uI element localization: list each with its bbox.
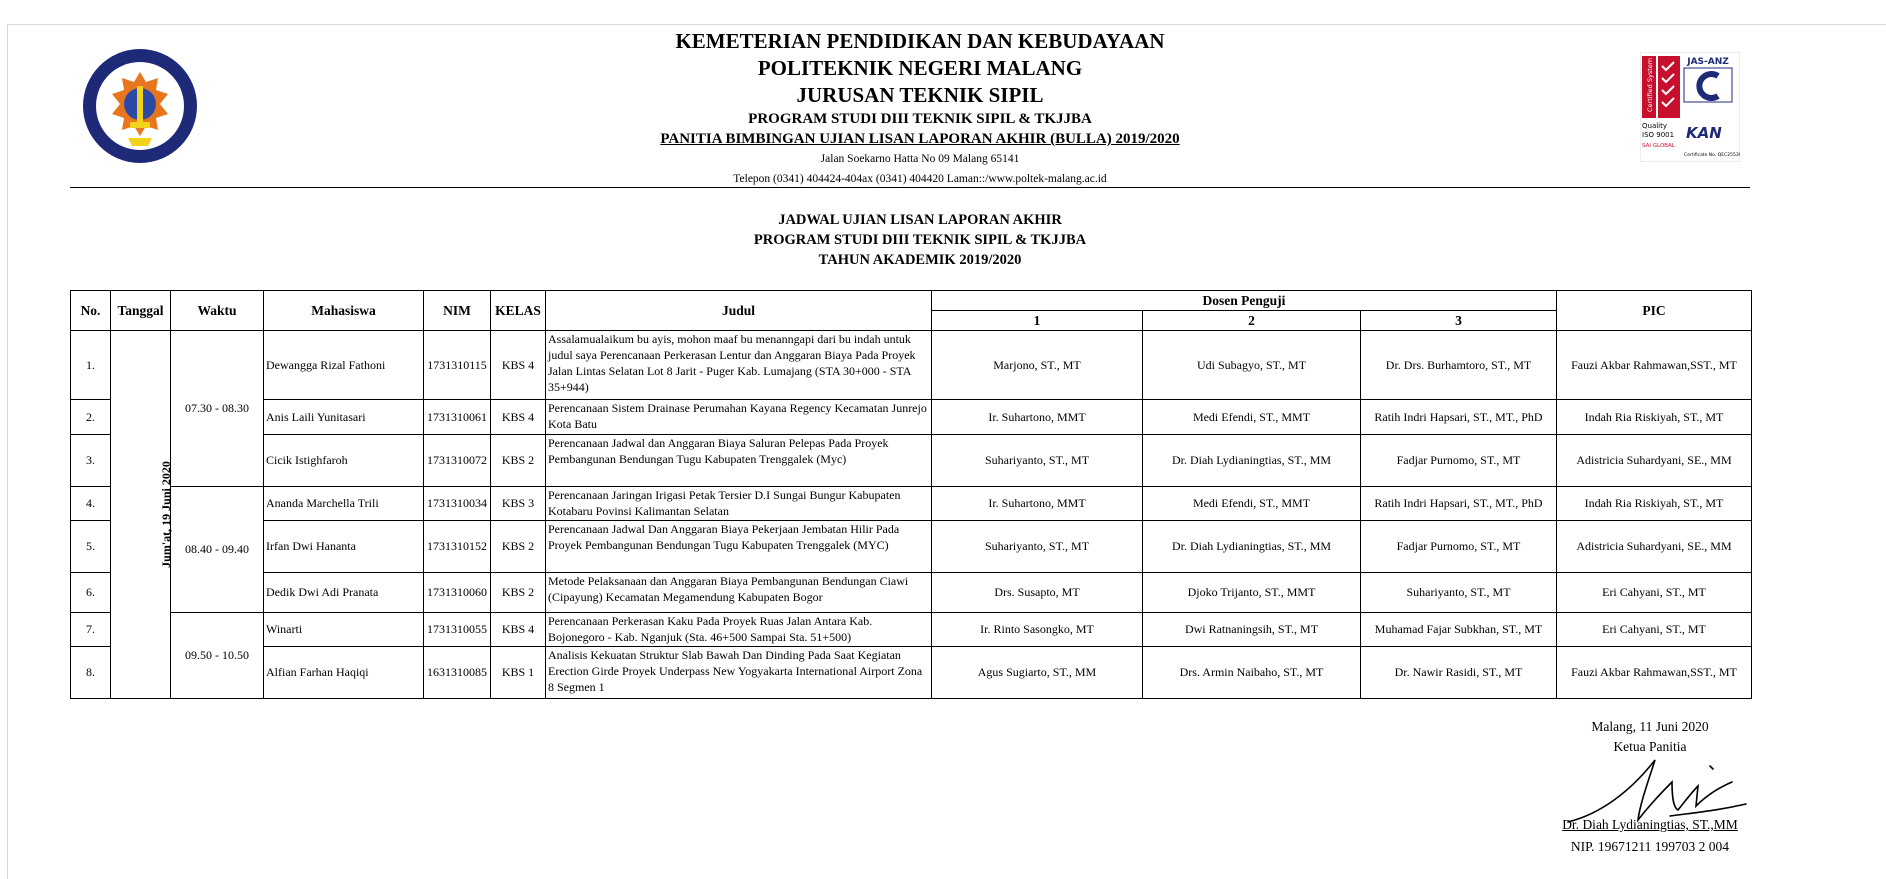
header-no: No.	[71, 291, 111, 331]
program-name: PROGRAM STUDI DIII TEKNIK SIPIL & TKJJBA	[748, 111, 1092, 127]
table-row	[71, 400, 1752, 435]
student-class: KBS 3	[491, 487, 546, 521]
title-line-3: TAHUN AKADEMIK 2019/2020	[818, 252, 1022, 268]
svg-text:ISO 9001: ISO 9001	[1642, 131, 1675, 139]
header-dosen-1: 1	[932, 311, 1143, 331]
row-no: 7.	[71, 613, 111, 647]
signature-block	[1520, 717, 1780, 757]
table-row	[71, 613, 1752, 647]
examiner-3: Fadjar Purnomo, ST., MT	[1361, 435, 1557, 487]
examiner-3: Dr. Drs. Burhamtoro, ST., MT	[1361, 331, 1557, 400]
student-class: KBS 4	[491, 400, 546, 435]
header-kelas: KELAS	[491, 291, 546, 331]
table-row	[71, 521, 1752, 573]
table-row	[71, 487, 1752, 521]
examiner-1: Ir. Rinto Sasongko, MT	[932, 613, 1143, 647]
examiner-3: Suhariyanto, ST., MT	[1361, 573, 1557, 613]
pic: Eri Cahyani, ST., MT	[1557, 573, 1752, 613]
place-date: Malang, 11 Juni 2020	[1591, 719, 1709, 734]
title-line-2: PROGRAM STUDI DIII TEKNIK SIPIL & TKJJBA	[753, 232, 1087, 248]
pic: Indah Ria Riskiyah, ST., MT	[1557, 487, 1752, 521]
date-cell	[111, 331, 171, 699]
student-class: KBS 2	[491, 573, 546, 613]
student-nim: 1731310072	[424, 435, 491, 487]
examiner-2: Udi Subagyo, ST., MT	[1143, 331, 1361, 400]
thesis-title: Metode Pelaksanaan dan Anggaran Biaya Pembangunan Bendungan Ciawi (Cipayung) Kecamatan Megamendung Kabupaten Bogor	[546, 573, 932, 613]
header-divider	[70, 187, 1750, 188]
examiner-3: Ratih Indri Hapsari, ST., MT., PhD	[1361, 400, 1557, 435]
committee-name: PANITIA BIMBINGAN UJIAN LISAN LAPORAN AKHIR (BULLA) 2019/2020	[660, 131, 1180, 147]
student-name: Dedik Dwi Adi Pranata	[264, 573, 424, 613]
svg-text:SAI GLOBAL: SAI GLOBAL	[1642, 143, 1675, 149]
thesis-title: Perencanaan Jaringan Irigasi Petak Tersier D.I Sungai Bungur Kabupaten Kotabaru Povinsi Kalimantan Selatan	[546, 487, 932, 521]
header-waktu: Waktu	[171, 291, 264, 331]
student-nim: 1731310115	[424, 331, 491, 400]
pic: Fauzi Akbar Rahmawan,SST., MT	[1557, 331, 1752, 400]
ministry-name: KEMETERIAN PENDIDIKAN DAN KEBUDAYAAN	[675, 29, 1165, 53]
header-pic: PIC	[1557, 291, 1752, 331]
student-name: Anis Laili Yunitasari	[264, 400, 424, 435]
student-name: Dewangga Rizal Fathoni	[264, 331, 424, 400]
student-class: KBS 1	[491, 647, 546, 699]
address: Jalan Soekarno Hatta No 09 Malang 65141	[820, 153, 1020, 165]
student-nim: 1731310055	[424, 613, 491, 647]
row-no: 8.	[71, 647, 111, 699]
examiner-2: Medi Efendi, ST., MMT	[1143, 487, 1361, 521]
svg-text:POLITEKNIK NEGERI MALANG: POLITEKNIK NEGERI MALANG	[94, 62, 186, 111]
contact-info: Telepon (0341) 404424-404ax (0341) 404420 Laman::/www.poltek-malang.ac.id	[733, 173, 1107, 185]
examiner-1: Suhariyanto, ST., MT	[932, 521, 1143, 573]
row-no: 1.	[71, 331, 111, 400]
examiner-3: Fadjar Purnomo, ST., MT	[1361, 521, 1557, 573]
svg-text:KAN: KAN	[1686, 124, 1722, 142]
time-slot-2: 08.40 - 09.40	[171, 487, 264, 613]
student-class: KBS 2	[491, 521, 546, 573]
header-dosen-penguji: Dosen Penguji	[932, 291, 1557, 311]
thesis-title: Assalamualaikum bu ayis, mohon maaf bu menanngapi dari bu indah untuk judul saya Perencanaan Perkerasan Lentur dan Anggaran Biaya Pada Proyek Jalan Lintas Selatan Lot 8 Jarit - Puger Kab. Lumajang (STA 30+000 - STA 35+944)	[546, 331, 932, 400]
jas-anz-certification-icon	[1640, 52, 1740, 162]
examiner-2: Drs. Armin Naibaho, ST., MT	[1143, 647, 1361, 699]
title-line-1: JADWAL UJIAN LISAN LAPORAN AKHIR	[778, 212, 1062, 228]
examiner-1: Drs. Susapto, MT	[932, 573, 1143, 613]
signer-name: Dr. Diah Lydianingtias, ST.,MM	[1562, 817, 1738, 832]
row-no: 2.	[71, 400, 111, 435]
examiner-3: Dr. Nawir Rasidi, ST., MT	[1361, 647, 1557, 699]
time-slot-3: 09.50 - 10.50	[171, 613, 264, 699]
examiner-1: Agus Sugiarto, ST., MM	[932, 647, 1143, 699]
thesis-title: Analisis Kekuatan Struktur Slab Bawah Dan Dinding Pada Saat Kegiatan Erection Girde Proyek Underpass New Yogyakarta International Airport Zona 8 Segmen 1	[546, 647, 932, 699]
row-no: 3.	[71, 435, 111, 487]
student-class: KBS 2	[491, 435, 546, 487]
student-name: Alfian Farhan Haqiqi	[264, 647, 424, 699]
examiner-1: Suhariyanto, ST., MT	[932, 435, 1143, 487]
examiner-2: Dr. Diah Lydianingtias, ST., MM	[1143, 521, 1361, 573]
signer-role: Ketua Panitia	[1613, 739, 1687, 754]
examiner-1: Ir. Suhartono, MMT	[932, 487, 1143, 521]
student-nim: 1731310152	[424, 521, 491, 573]
examiner-2: Djoko Trijanto, ST., MMT	[1143, 573, 1361, 613]
exam-schedule-table	[70, 290, 1752, 699]
thesis-title: Perencanaan Perkerasan Kaku Pada Proyek Ruas Jalan Antara Kab. Bojonegoro - Kab. Nganjuk (Sta. 46+500 Sampai Sta. 51+500)	[546, 613, 932, 647]
header-tanggal: Tanggal	[111, 291, 171, 331]
svg-text:Certificate No. QEC25539: Certificate No. QEC25539	[1684, 153, 1740, 158]
table-row	[71, 647, 1752, 699]
thesis-title: Perencanaan Sistem Drainase Perumahan Kayana Regency Kecamatan Junrejo Kota Batu	[546, 400, 932, 435]
header-mahasiswa: Mahasiswa	[264, 291, 424, 331]
student-name: Ananda Marchella Trili	[264, 487, 424, 521]
polinema-logo-icon	[80, 46, 200, 166]
thesis-title: Perencanaan Jadwal Dan Anggaran Biaya Pekerjaan Jembatan Hilir Pada Proyek Pembangunan Bendungan Tugu Kabupaten Trenggalek (MYC)	[546, 521, 932, 573]
pic: Eri Cahyani, ST., MT	[1557, 613, 1752, 647]
student-nim: 1731310061	[424, 400, 491, 435]
institution-name: POLITEKNIK NEGERI MALANG	[757, 56, 1083, 80]
examiner-1: Marjono, ST., MT	[932, 331, 1143, 400]
svg-text:Quality: Quality	[1642, 122, 1668, 130]
student-name: Irfan Dwi Hananta	[264, 521, 424, 573]
header-dosen-2: 2	[1143, 311, 1361, 331]
header-dosen-3: 3	[1361, 311, 1557, 331]
table-row	[71, 331, 1752, 400]
pic: Adistricia Suhardyani, SE., MM	[1557, 521, 1752, 573]
student-class: KBS 4	[491, 613, 546, 647]
letterhead	[520, 28, 1320, 189]
table-row	[71, 435, 1752, 487]
student-nim: 1631310085	[424, 647, 491, 699]
row-no: 6.	[71, 573, 111, 613]
header-nim: NIM	[424, 291, 491, 331]
pic: Fauzi Akbar Rahmawan,SST., MT	[1557, 647, 1752, 699]
table-row	[71, 573, 1752, 613]
thesis-title: Perencanaan Jadwal dan Anggaran Biaya Saluran Pelepas Pada Proyek Pembangunan Bendungan Tugu Kabupaten Trenggalek (Myc)	[546, 435, 932, 487]
student-nim: 1731310034	[424, 487, 491, 521]
examiner-1: Ir. Suhartono, MMT	[932, 400, 1143, 435]
time-slot-1: 07.30 - 08.30	[171, 331, 264, 487]
examiner-2: Dwi Ratnaningsih, ST., MT	[1143, 613, 1361, 647]
signer-nip: NIP. 19671211 199703 2 004	[1570, 839, 1730, 854]
svg-text:JAS-ANZ: JAS-ANZ	[1687, 57, 1729, 67]
svg-text:Certified System: Certified System	[1646, 57, 1654, 112]
examiner-2: Medi Efendi, ST., MMT	[1143, 400, 1361, 435]
student-class: KBS 4	[491, 331, 546, 400]
row-no: 5.	[71, 521, 111, 573]
examiner-3: Ratih Indri Hapsari, ST., MT., PhD	[1361, 487, 1557, 521]
exam-date: Jum'at, 19 Juni 2020	[158, 461, 173, 568]
department-name: JURUSAN TEKNIK SIPIL	[796, 83, 1044, 107]
student-nim: 1731310060	[424, 573, 491, 613]
examiner-2: Dr. Diah Lydianingtias, ST., MM	[1143, 435, 1361, 487]
row-no: 4.	[71, 487, 111, 521]
schedule-title	[520, 210, 1320, 270]
pic: Indah Ria Riskiyah, ST., MT	[1557, 400, 1752, 435]
pic: Adistricia Suhardyani, SE., MM	[1557, 435, 1752, 487]
header-judul: Judul	[546, 291, 932, 331]
student-name: Cicik Istighfaroh	[264, 435, 424, 487]
examiner-3: Muhamad Fajar Subkhan, ST., MT	[1361, 613, 1557, 647]
student-name: Winarti	[264, 613, 424, 647]
